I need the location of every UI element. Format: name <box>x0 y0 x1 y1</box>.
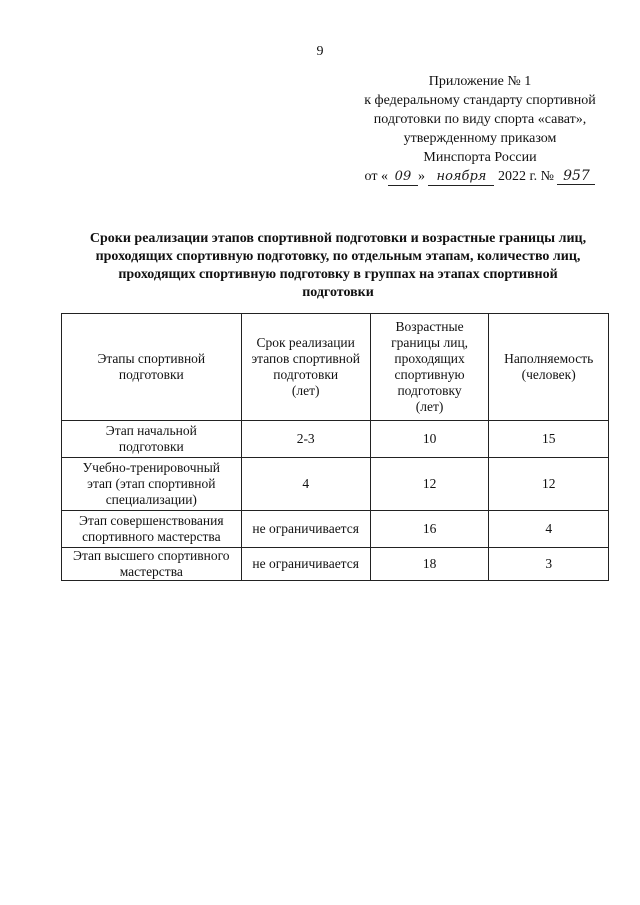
stage-name-cell: Этап совершенствования спортивного мастерства <box>62 511 242 548</box>
appendix-header <box>330 72 630 186</box>
header-stages: Этапы спортивной подготовки <box>62 314 242 421</box>
title-line-1: Сроки реализации этапов спортивной подготовки и возрастные границы лиц, <box>89 231 587 246</box>
table-header-row <box>62 314 609 421</box>
duration-cell: 4 <box>241 458 370 511</box>
appendix-line-5: Минспорта России <box>423 150 537 165</box>
group-size-cell: 4 <box>489 511 609 548</box>
handwritten-day: 09 <box>388 169 418 186</box>
appendix-line-3: подготовки по виду спорта «сават», <box>373 112 587 127</box>
handwritten-order-number: 957 <box>557 168 595 185</box>
age-cell: 18 <box>370 548 489 581</box>
appendix-line-1: Приложение № 1 <box>428 74 532 89</box>
appendix-line-2: к федеральному стандарту спортивной <box>364 93 596 108</box>
handwritten-month: ноября <box>428 169 494 186</box>
header-group-size: Наполняемость (человек) <box>489 314 609 421</box>
page-number: 9 <box>316 44 324 59</box>
date-prefix: от « <box>364 169 388 184</box>
stage-name-cell: Учебно-тренировочный этап (этап спортивной специализации) <box>62 458 242 511</box>
age-cell: 16 <box>370 511 489 548</box>
group-size-cell: 3 <box>489 548 609 581</box>
table-row <box>62 548 609 581</box>
stages-table <box>61 313 609 581</box>
appendix-line-4: утвержденному приказом <box>403 131 557 146</box>
table-row <box>62 458 609 511</box>
table-row <box>62 421 609 458</box>
group-size-cell: 15 <box>489 421 609 458</box>
group-size-cell: 12 <box>489 458 609 511</box>
stage-name-cell: Этап начальной подготовки <box>62 421 242 458</box>
table-row <box>62 511 609 548</box>
date-year: 2022 г. № <box>497 169 554 184</box>
duration-cell: не ограничивается <box>241 511 370 548</box>
duration-cell: не ограничивается <box>241 548 370 581</box>
title-line-2: проходящих спортивную подготовку, по отдельным этапам, количество лиц, <box>95 249 581 264</box>
order-date-line <box>330 167 630 186</box>
title-line-4: подготовки <box>302 285 374 300</box>
age-cell: 10 <box>370 421 489 458</box>
age-cell: 12 <box>370 458 489 511</box>
header-duration: Срок реализации этапов спортивной подготовки (лет) <box>241 314 370 421</box>
date-separator: » <box>417 169 425 184</box>
header-age-limits: Возрастные границы лиц, проходящих спортивную подготовку (лет) <box>370 314 489 421</box>
title-line-3: проходящих спортивную подготовку в группах на этапах спортивной <box>118 267 558 282</box>
document-title <box>60 230 616 302</box>
duration-cell: 2-3 <box>241 421 370 458</box>
stage-name-cell: Этап высшего спортивного мастерства <box>62 548 242 581</box>
